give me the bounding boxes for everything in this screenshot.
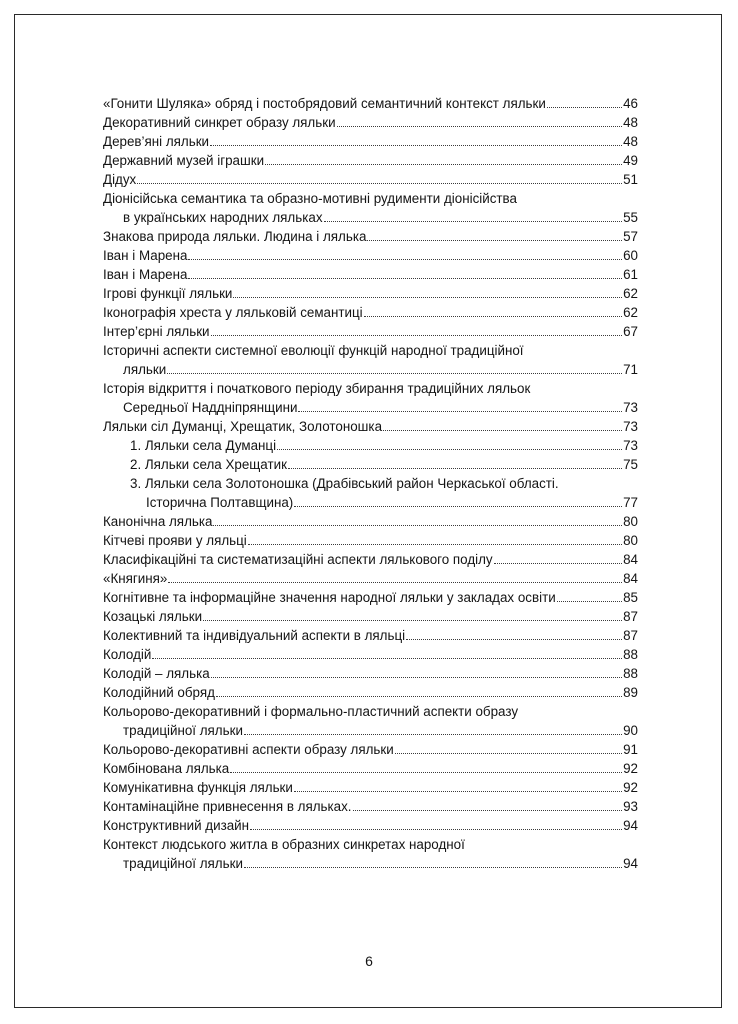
toc-entry-title-line: Декоративний синкрет образу ляльки xyxy=(103,115,336,130)
toc-entry-line xyxy=(103,588,638,607)
toc-entry-title-line: Іван і Марена xyxy=(103,267,188,282)
dot-leader xyxy=(557,601,622,602)
dot-leader xyxy=(383,430,622,431)
toc-entry-page: 57 xyxy=(623,229,638,244)
dot-leader xyxy=(248,544,622,545)
toc-entry-title-line: Комунікативна функція ляльки xyxy=(103,780,293,795)
toc-entry-title-line: Історична Полтавщина) xyxy=(146,495,294,510)
toc-entry xyxy=(103,797,638,816)
toc-entry-title-line: Колодій – лялька xyxy=(103,666,210,681)
dot-leader xyxy=(250,829,622,830)
dot-leader xyxy=(406,639,622,640)
page-number: 6 xyxy=(365,953,373,969)
toc-entry-page: 55 xyxy=(623,210,638,225)
toc-entry-title-line: Дідух xyxy=(103,172,137,187)
toc-entry xyxy=(103,246,638,265)
toc-entry-line xyxy=(103,854,638,873)
dot-leader xyxy=(244,734,622,735)
dot-leader xyxy=(167,373,622,374)
toc-entry-page: 60 xyxy=(623,248,638,263)
toc-entry-title-line: Колективний та індивідуальний аспекти в ляльці xyxy=(103,628,406,643)
toc-entry-page: 48 xyxy=(623,115,638,130)
toc-entry xyxy=(103,759,638,778)
toc-entry-page: 62 xyxy=(623,286,638,301)
toc-entry-page: 94 xyxy=(623,856,638,871)
toc-entry-page: 87 xyxy=(623,609,638,624)
dot-leader xyxy=(547,107,622,108)
dot-leader xyxy=(337,126,623,127)
toc-entry-page: 49 xyxy=(623,153,638,168)
toc-entry-title-line: 2. Ляльки села Хрещатик xyxy=(130,457,287,472)
toc-entry-line xyxy=(103,436,638,455)
toc-entry-page: 90 xyxy=(623,723,638,738)
dot-leader xyxy=(294,506,622,507)
toc-entry-line xyxy=(103,740,638,759)
toc-entry-title-line: Кольорово-декоративні аспекти образу ляльки xyxy=(103,742,394,757)
dot-leader xyxy=(188,259,622,260)
toc-entry-line xyxy=(103,170,638,189)
toc-entry-line xyxy=(103,550,638,569)
toc-entry-title-line: Конструктивний дизайн xyxy=(103,818,250,833)
toc-entry-title-line: Контекст людського житла в образних синкретах народної xyxy=(103,837,465,852)
toc-entry-page: 73 xyxy=(623,400,638,415)
toc-entry xyxy=(103,683,638,702)
toc-entry-line xyxy=(103,246,638,265)
toc-entry xyxy=(103,607,638,626)
dot-leader xyxy=(216,696,622,697)
toc-entry xyxy=(103,816,638,835)
toc-entry-page: 88 xyxy=(623,647,638,662)
toc-entry-page: 46 xyxy=(623,96,638,111)
toc-entry-page: 87 xyxy=(623,628,638,643)
toc-entry xyxy=(103,341,638,379)
toc-entry xyxy=(103,835,638,873)
toc-entry-page: 80 xyxy=(623,514,638,529)
toc-entry-title-line: Контамінаційне привнесення в ляльках. xyxy=(103,799,352,814)
toc-entry-title-line: Знакова природа ляльки. Людина і лялька xyxy=(103,229,367,244)
toc-entry-page: 88 xyxy=(623,666,638,681)
toc-entry-title-line: Іконографія хреста у ляльковій семантиці xyxy=(103,305,363,320)
toc-entry-title-line: Історія відкриття і початкового періоду збирання традиційних ляльок xyxy=(103,381,531,396)
toc-entry-line xyxy=(103,417,638,436)
dot-leader xyxy=(244,867,622,868)
toc-entry-line xyxy=(103,265,638,284)
toc-entry-line xyxy=(103,227,638,246)
toc-entry-title-line: Діонісійська семантика та образно-мотивні рудименти діонісійства xyxy=(103,191,517,206)
toc-entry-page: 48 xyxy=(623,134,638,149)
toc-entry-page: 92 xyxy=(623,780,638,795)
toc-entry xyxy=(103,550,638,569)
toc-entry-line xyxy=(103,569,638,588)
dot-leader xyxy=(298,411,622,412)
toc-entry-page: 73 xyxy=(623,438,638,453)
dot-leader xyxy=(353,810,623,811)
toc-entry-page: 84 xyxy=(623,571,638,586)
dot-leader xyxy=(188,278,622,279)
toc-entry xyxy=(103,778,638,797)
dot-leader xyxy=(211,677,622,678)
toc-entry-title-line: Ляльки сіл Думанці, Хрещатик, Золотоношка xyxy=(103,419,383,434)
toc-entry-line xyxy=(103,132,638,151)
toc-entry-title-line: «Гонити Шуляка» обряд і постобрядовий семантичний контекст ляльки xyxy=(103,96,546,111)
toc-entry xyxy=(103,170,638,189)
toc-entry xyxy=(103,113,638,132)
toc-entry-line xyxy=(103,113,638,132)
toc-entry-title-line: 3. Ляльки села Золотоношка (Драбівський район Черкаської області. xyxy=(130,476,559,491)
toc-entry-page: 51 xyxy=(623,172,638,187)
toc-entry xyxy=(103,189,638,227)
toc-entry-title-line: Кольорово-декоративний і формально-пластичний аспекти образу xyxy=(103,704,519,719)
toc-entry-title-line: Інтер’єрні ляльки xyxy=(103,324,210,339)
toc-entry-page: 91 xyxy=(623,742,638,757)
toc-entry-line xyxy=(103,455,638,474)
dot-leader xyxy=(494,563,622,564)
dot-leader xyxy=(233,297,622,298)
toc-entry-line xyxy=(103,531,638,550)
dot-leader xyxy=(288,468,622,469)
toc-entry-title-line: Іван і Марена xyxy=(103,248,188,263)
toc-entry xyxy=(103,626,638,645)
dot-leader xyxy=(364,316,622,317)
toc-entry xyxy=(103,645,638,664)
toc-entry-page: 73 xyxy=(623,419,638,434)
toc-entry-line xyxy=(103,721,638,740)
table-of-contents xyxy=(103,94,638,873)
toc-entry xyxy=(103,284,638,303)
toc-entry xyxy=(103,227,638,246)
toc-entry-title-line: 1. Ляльки села Думанці xyxy=(130,438,277,453)
toc-entry xyxy=(103,417,638,436)
dot-leader xyxy=(152,658,622,659)
toc-entry-line xyxy=(103,645,638,664)
dot-leader xyxy=(210,145,622,146)
toc-entry-line xyxy=(103,816,638,835)
toc-entry-line xyxy=(103,322,638,341)
toc-entry xyxy=(103,740,638,759)
toc-entry xyxy=(103,379,638,417)
toc-entry xyxy=(103,569,638,588)
toc-entry-line xyxy=(103,303,638,322)
toc-entry-title-line: традиційної ляльки xyxy=(123,856,243,871)
toc-entry-line xyxy=(103,360,638,379)
toc-entry-page: 94 xyxy=(623,818,638,833)
toc-entry-line xyxy=(103,778,638,797)
toc-entry xyxy=(103,94,638,113)
toc-entry-title-line: Козацькі ляльки xyxy=(103,609,203,624)
toc-entry-title-line: Когнітивне та інформаційне значення народної ляльки у закладах освіти xyxy=(103,590,556,605)
toc-entry xyxy=(103,322,638,341)
dot-leader xyxy=(324,221,623,222)
toc-entry xyxy=(103,702,638,740)
dot-leader xyxy=(230,772,622,773)
dot-leader xyxy=(137,183,622,184)
toc-entry-line xyxy=(103,512,638,531)
toc-entry-title-line: Історичні аспекти системної еволюції функцій народної традиційної xyxy=(103,343,524,358)
toc-entry-title-line: Дерев’яні ляльки xyxy=(103,134,210,149)
toc-entry-line xyxy=(103,151,638,170)
toc-entry-page: 77 xyxy=(623,495,638,510)
dot-leader xyxy=(203,620,622,621)
toc-entry xyxy=(103,588,638,607)
toc-entry-page: 84 xyxy=(623,552,638,567)
toc-entry-title-line: Класифікаційні та систематизаційні аспекти лялькового поділу xyxy=(103,552,493,567)
toc-entry-title-line: Ігрові функції ляльки xyxy=(103,286,233,301)
toc-entry-line xyxy=(103,797,638,816)
toc-entry-line xyxy=(103,398,638,417)
toc-entry-line xyxy=(103,664,638,683)
toc-entry-line xyxy=(103,759,638,778)
toc-entry-line xyxy=(103,607,638,626)
toc-entry-page: 89 xyxy=(623,685,638,700)
toc-entry-title-line: традиційної ляльки xyxy=(123,723,243,738)
toc-entry xyxy=(103,303,638,322)
toc-entry-title-line: ляльки xyxy=(123,362,167,377)
dot-leader xyxy=(277,449,622,450)
toc-entry xyxy=(103,512,638,531)
dot-leader xyxy=(211,335,623,336)
toc-entry-page: 92 xyxy=(623,761,638,776)
toc-entry-title-line: Комбінована лялька xyxy=(103,761,230,776)
toc-entry-page: 71 xyxy=(623,362,638,377)
toc-entry xyxy=(103,132,638,151)
toc-entry-title-line: Кітчеві прояви у ляльці xyxy=(103,533,247,548)
toc-entry-line xyxy=(103,683,638,702)
toc-entry-page: 80 xyxy=(623,533,638,548)
toc-entry-line xyxy=(103,493,638,512)
dot-leader xyxy=(367,240,622,241)
toc-entry xyxy=(103,151,638,170)
toc-entry xyxy=(103,531,638,550)
toc-entry xyxy=(103,265,638,284)
toc-entry-title-line: Державний музей іграшки xyxy=(103,153,265,168)
toc-entry-page: 62 xyxy=(623,305,638,320)
toc-entry-page: 75 xyxy=(623,457,638,472)
toc-entry-title-line: Середньої Наддніпрянщини xyxy=(123,400,298,415)
toc-entry-title-line: Канонічна лялька xyxy=(103,514,213,529)
toc-entry xyxy=(103,664,638,683)
toc-entry-line xyxy=(103,94,638,113)
toc-entry-title-line: Колодій xyxy=(103,647,152,662)
toc-entry-page: 93 xyxy=(623,799,638,814)
toc-entry-line xyxy=(103,626,638,645)
toc-entry-title-line: в українських народних ляльках xyxy=(123,210,323,225)
dot-leader xyxy=(294,791,622,792)
toc-entry-page: 67 xyxy=(623,324,638,339)
dot-leader xyxy=(213,525,622,526)
dot-leader xyxy=(395,753,622,754)
toc-entry xyxy=(103,436,638,455)
toc-entry-line xyxy=(103,284,638,303)
dot-leader xyxy=(265,164,622,165)
toc-entry-page: 85 xyxy=(623,590,638,605)
dot-leader xyxy=(168,582,622,583)
toc-entry-line xyxy=(103,208,638,227)
toc-entry-title-line: «Княгиня» xyxy=(103,571,168,586)
toc-entry xyxy=(103,455,638,474)
toc-entry xyxy=(103,474,638,512)
toc-entry-title-line: Колодійний обряд xyxy=(103,685,215,700)
toc-entry-page: 61 xyxy=(623,267,638,282)
